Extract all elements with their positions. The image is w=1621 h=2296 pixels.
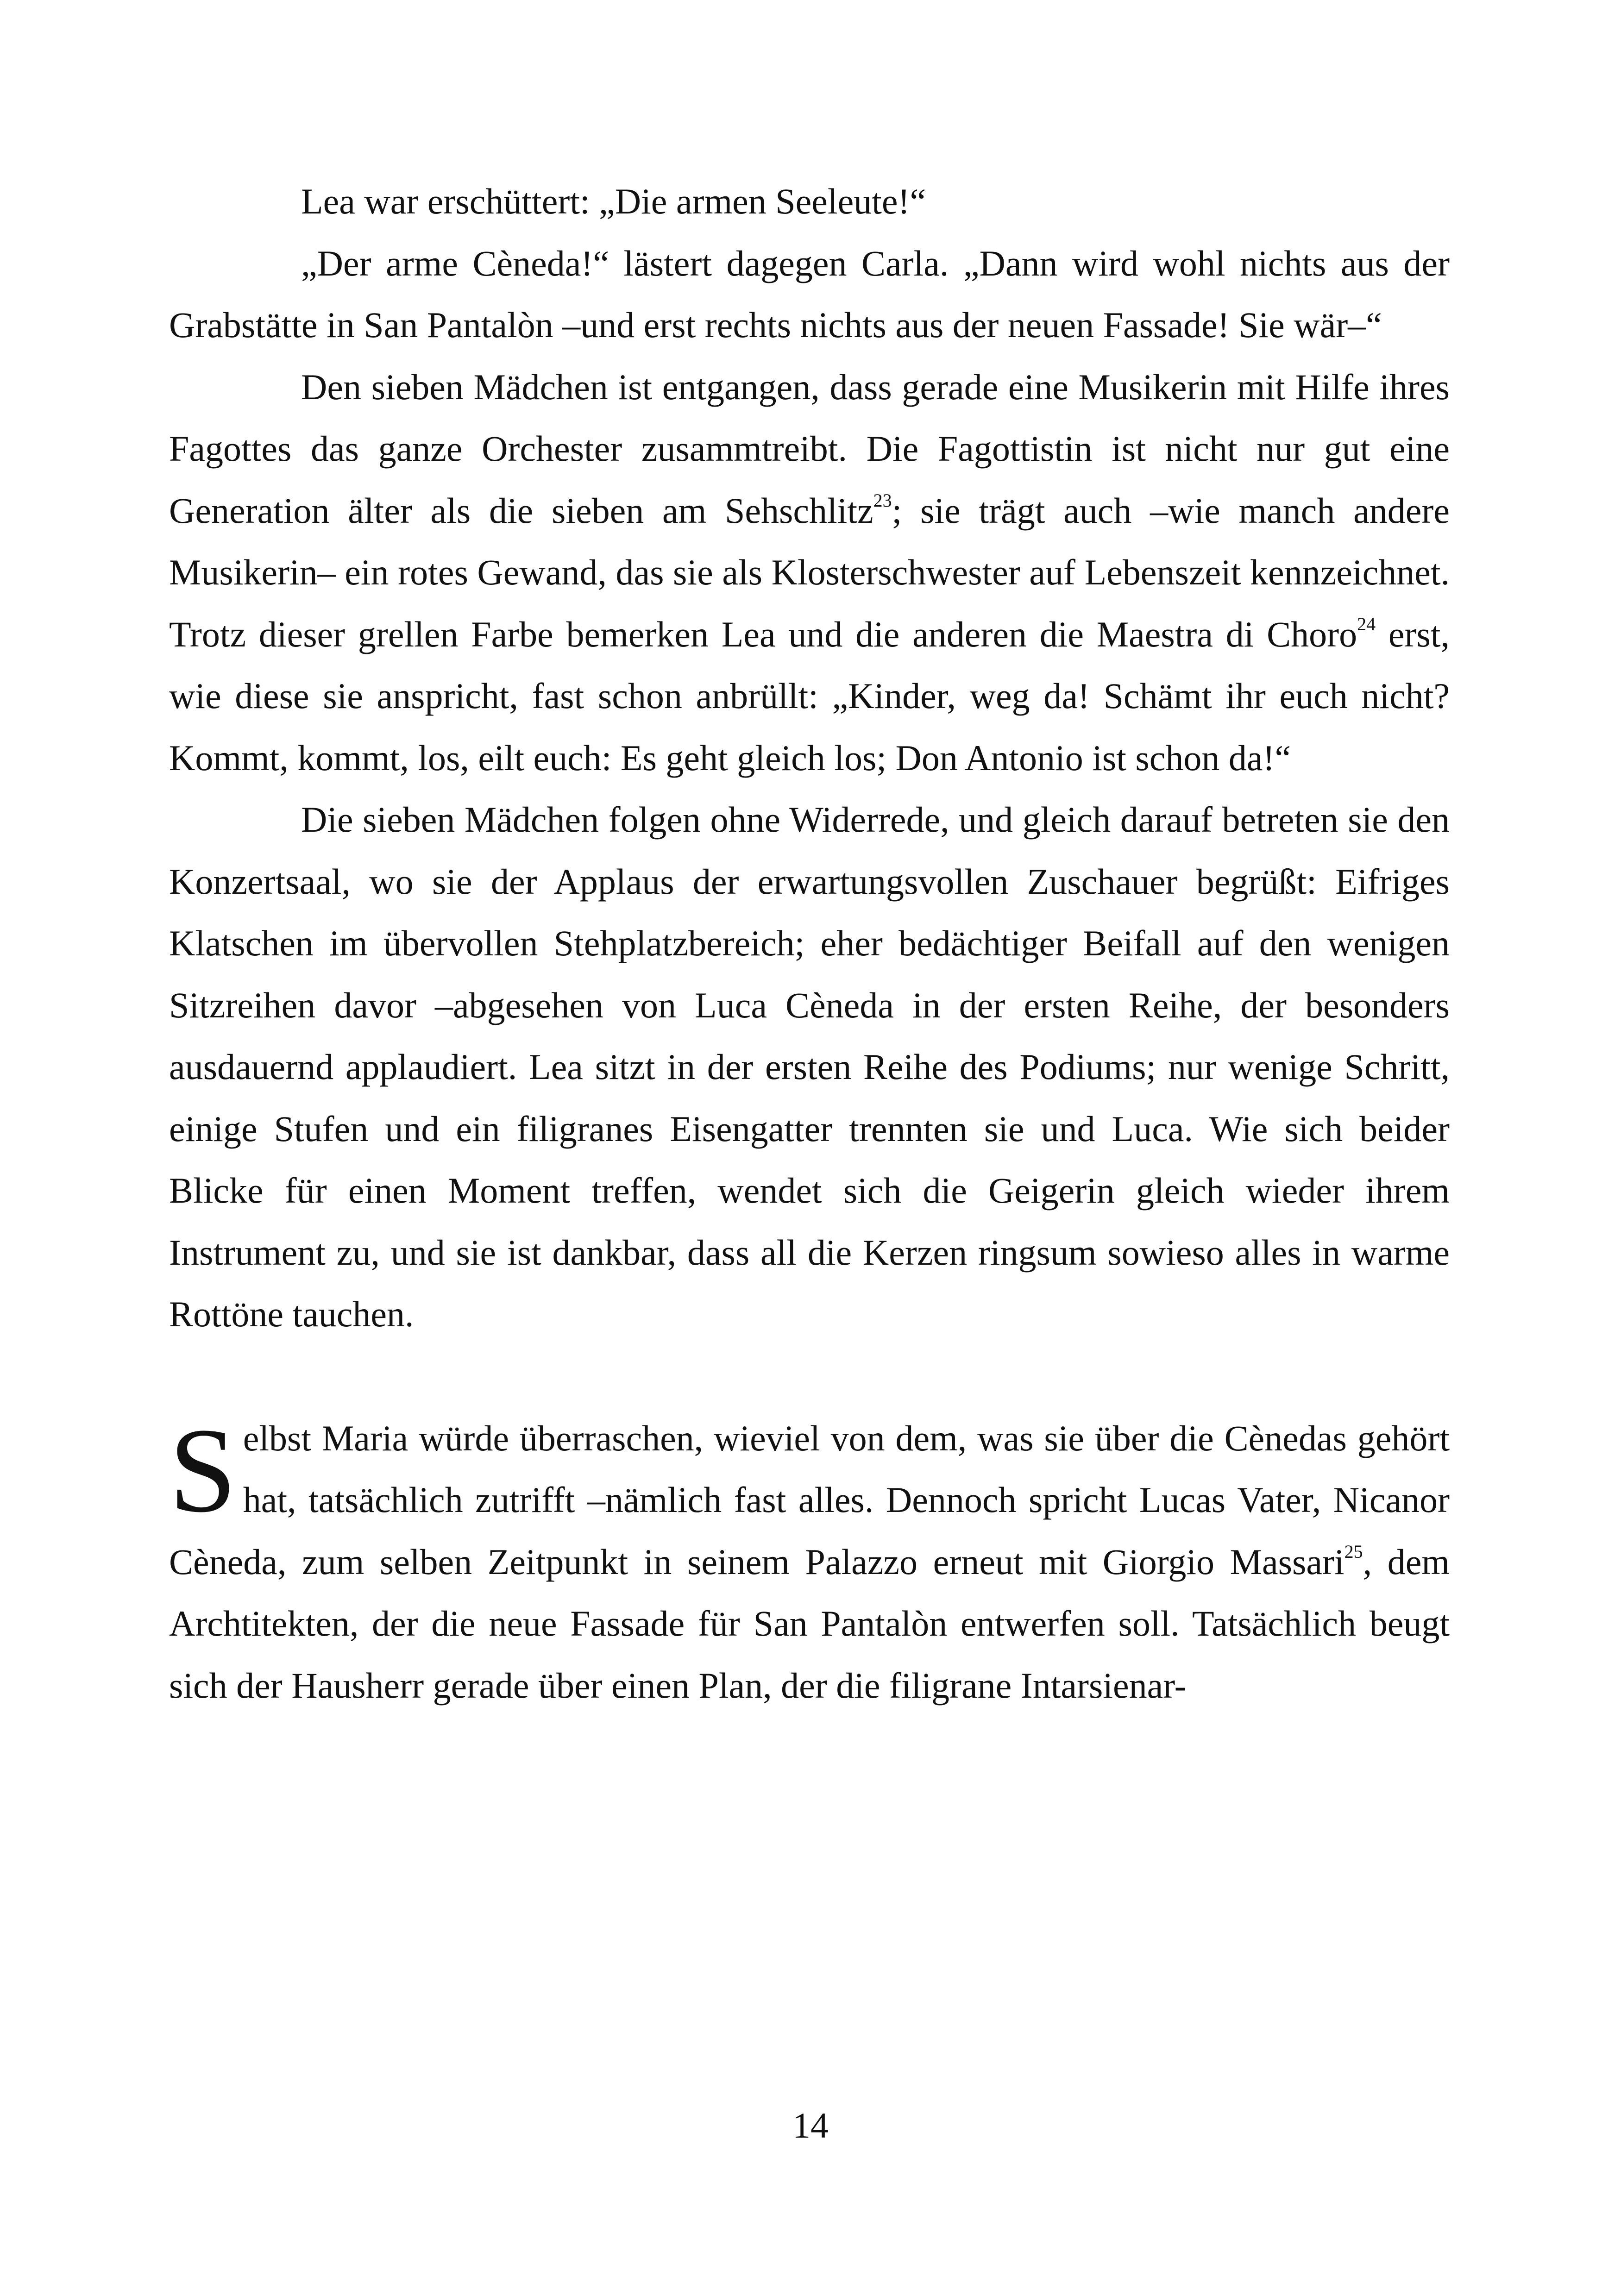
paragraph-text: Den sieben Mädchen ist entgangen, dass gerade eine Musikerin mit Hilfe ihres Fagottes das ganze Orchester zusammtreibt. Die Fagottistin ist nicht nur gut eine Generation älter als die sieben am Sehschlitz <box>169 366 1450 531</box>
paragraph <box>169 789 1450 1345</box>
paragraph-text: erst, wie diese sie anspricht, fast schon anbrüllt: „Kinder, weg da! Schämt ihr euch nicht? Kommt, kommt, los, eilt euch: Es geht gleich los; Don Antonio ist schon da!“ <box>169 614 1450 778</box>
paragraph-text: Lea war erschüttert: „Die armen Seeleute!“ <box>301 181 926 221</box>
paragraph-with-dropcap <box>169 1403 1450 1717</box>
paragraph <box>169 232 1450 356</box>
footnote-marker: 23 <box>873 489 892 511</box>
footnote-marker: 25 <box>1344 1541 1363 1562</box>
section-break <box>169 1345 1450 1407</box>
paragraph-text: Die sieben Mädchen folgen ohne Widerrede, und gleich darauf betreten sie den Konzertsaal, wo sie der Applaus der erwartungsvollen Zuschauer begrüßt: Eifriges Klatschen im übervollen Stehplatzbereich; eher bedächtiger Beifall auf den wenigen Sitzreihen davor –abgesehen von Luca Cèneda in der ersten Reihe, der besonders ausdauernd applaudiert. Lea sitzt in der ersten Reihe des Podiums; nur wenige Schritt, einige Stufen und ein filigranes Eisengatter trennten sie und Luca. Wie sich beider Blicke für einen Moment treffen, wendet sich die Geigerin gleich wieder ihrem Instrument zu, und sie ist dankbar, dass all die Kerzen ringsum sowieso alles in warme Rottöne tauchen. <box>169 799 1450 1334</box>
page-number: 14 <box>792 2105 829 2145</box>
paragraph <box>169 170 1450 232</box>
paragraph <box>169 356 1450 789</box>
drop-cap: S <box>169 1403 237 1537</box>
footnote-marker: 24 <box>1357 613 1376 634</box>
paragraph-text: , dem Archtitekten, der die neue Fassade für San Pantalòn entwerfen soll. Tatsächlich beugt sich der Hausherr gerade über einen Plan, der die filigrane Intarsienar- <box>169 1541 1450 1706</box>
body-text <box>169 170 1450 1716</box>
paragraph-text: „Der arme Cèneda!“ lästert dagegen Carla. „Dann wird wohl nichts aus der Grabstätte in San Pantalòn –und erst rechts nichts aus der neuen Fassade! Sie wär–“ <box>169 243 1450 345</box>
paragraph-text: ; sie trägt auch –wie manch andere Musikerin– ein rotes Gewand, das sie als Klosterschwester auf Lebenszeit kennzeichnet. Trotz dieser grellen Farbe bemerken Lea und die anderen die Maestra di Choro <box>169 490 1450 654</box>
paragraph-text: elbst Maria würde überraschen, wieviel von dem, was sie über die Cènedas gehört hat, tatsächlich zutrifft –nämlich fast alles. Dennoch spricht Lucas Vater, Nicanor Cèneda, zum selben Zeitpunkt in seinem Palazzo erneut mit Giorgio Massari <box>169 1418 1450 1582</box>
